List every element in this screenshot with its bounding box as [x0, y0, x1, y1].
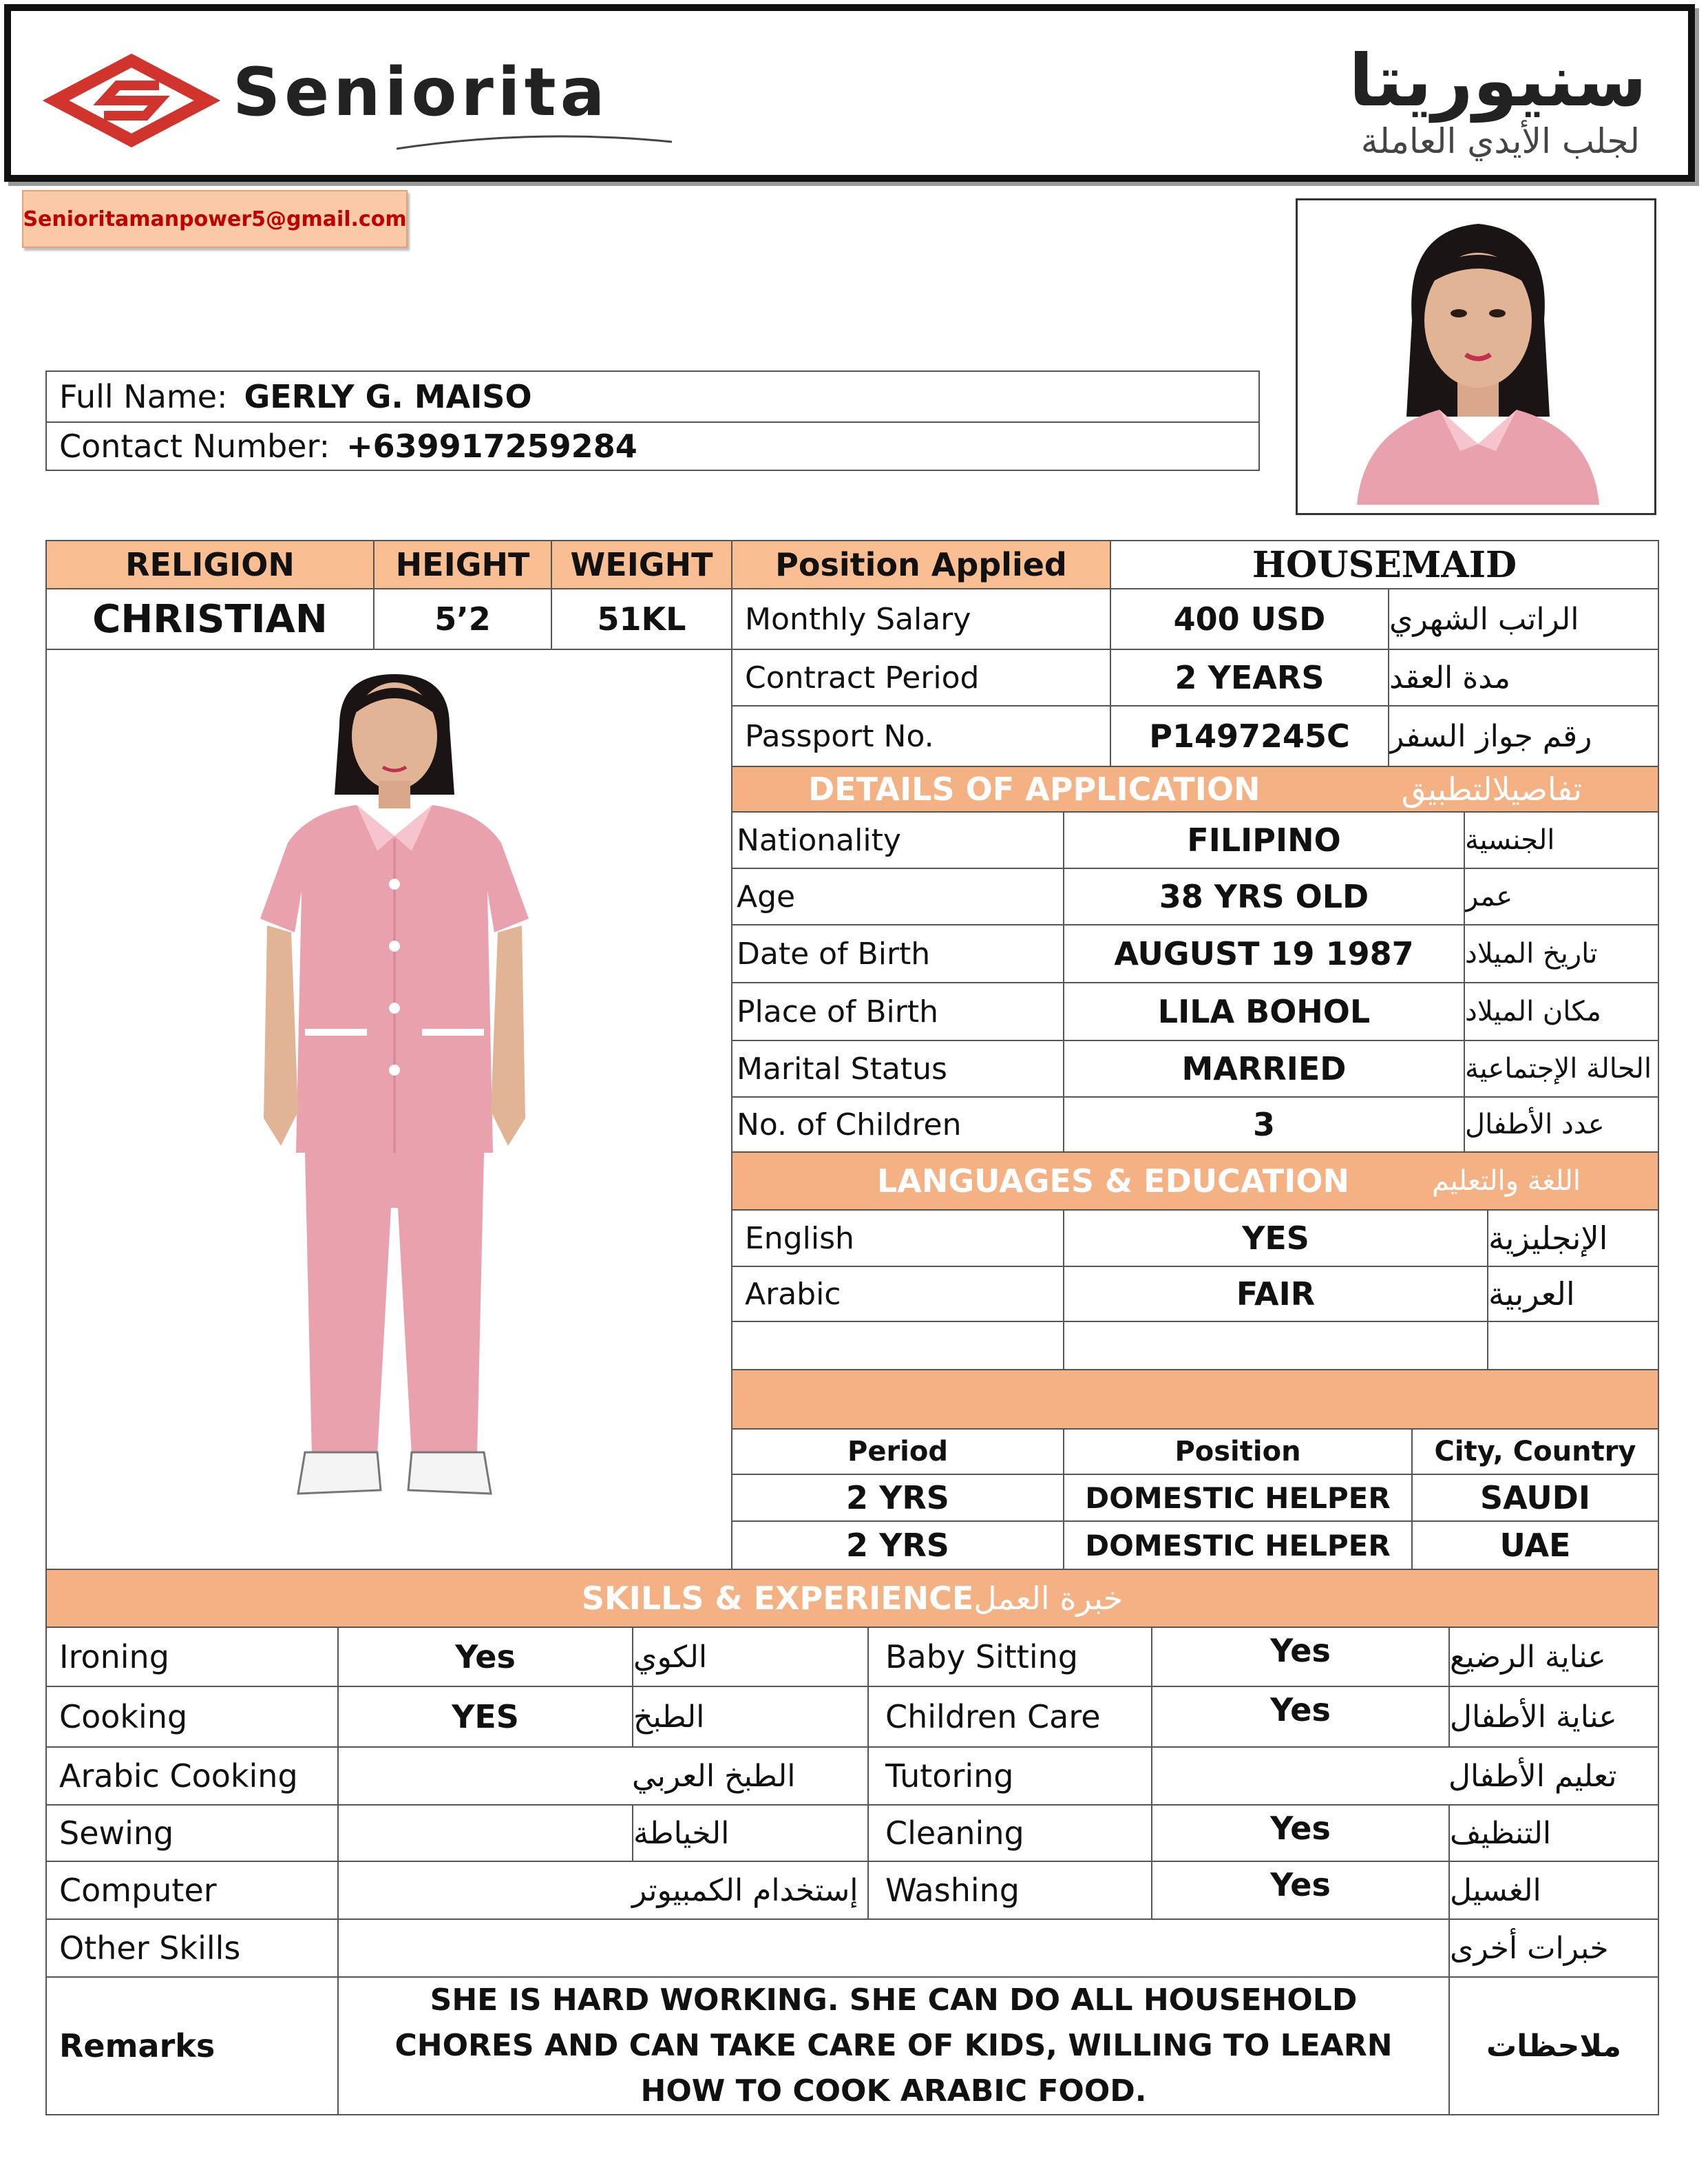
skill-value: Yes — [1151, 1861, 1450, 1920]
brand-swoosh — [397, 128, 686, 156]
skill-label-ar: عناية الأطفال — [1448, 1686, 1659, 1748]
details-section-title — [731, 766, 1659, 813]
contract-value: 400 USD — [1110, 588, 1389, 650]
other-skills-label: Other Skills — [45, 1918, 339, 1978]
skill-label: Cleaning — [867, 1804, 1152, 1862]
experience-location: SAUDI — [1411, 1474, 1659, 1522]
skill-label-ar: تعليم الأطفال — [1448, 1746, 1659, 1806]
email-tag — [22, 190, 408, 248]
detail-label-ar: الجنسية — [1464, 811, 1659, 869]
language-empty-row — [1063, 1321, 1488, 1370]
contract-label-ar: الراتب الشهري — [1388, 588, 1659, 650]
height-header: HEIGHT — [373, 540, 552, 589]
skill-value — [337, 1746, 633, 1806]
contract-value: 2 YEARS — [1110, 649, 1389, 707]
weight-header: WEIGHT — [551, 540, 732, 589]
detail-value: 38 YRS OLD — [1063, 868, 1465, 925]
skill-label: Computer — [45, 1861, 339, 1920]
detail-label: Date of Birth — [731, 924, 1064, 983]
skill-value — [337, 1804, 633, 1862]
experience-location: UAE — [1411, 1520, 1659, 1570]
contact-row — [45, 421, 1260, 471]
position-applied-header: Position Applied — [731, 540, 1111, 589]
header-banner — [4, 4, 1695, 182]
experience-section-band — [731, 1369, 1659, 1430]
contact-label: Contact Number: — [59, 428, 330, 465]
portrait-photo — [1316, 210, 1641, 505]
detail-label: Nationality — [731, 811, 1064, 869]
other-skills-label-ar: خبرات أخرى — [1448, 1918, 1659, 1978]
full-body-photo-frame — [45, 649, 732, 1570]
contract-label: Monthly Salary — [731, 588, 1111, 650]
weight-value: 51KL — [551, 588, 732, 650]
detail-label-ar: عمر — [1464, 868, 1659, 925]
skill-label-ar: الطبخ العربي — [632, 1746, 869, 1806]
experience-position: DOMESTIC HELPER — [1063, 1474, 1413, 1522]
brand-tagline-ar: لجلب الأيدي العاملة — [1360, 121, 1640, 161]
experience-header: Period — [731, 1428, 1064, 1475]
experience-header: Position — [1063, 1428, 1413, 1475]
skill-label-ar: الطبخ — [632, 1686, 869, 1748]
contract-label-ar: مدة العقد — [1388, 649, 1659, 707]
language-empty-row — [731, 1321, 1064, 1370]
languages-section-title — [731, 1151, 1659, 1211]
skill-label-ar: الغسيل — [1448, 1861, 1659, 1920]
full-name-row — [45, 370, 1260, 423]
skill-label: Washing — [867, 1861, 1152, 1920]
detail-label: Marital Status — [731, 1040, 1064, 1098]
skill-label-ar: التنظيف — [1448, 1804, 1659, 1862]
skills-title-en: SKILLS & EXPERIENCE — [581, 1580, 974, 1617]
skill-value — [1151, 1746, 1450, 1806]
details-title-ar: تفاصيلالتطبيق — [1401, 771, 1582, 808]
skill-value: Yes — [1151, 1686, 1450, 1748]
detail-value: FILIPINO — [1063, 811, 1465, 869]
skill-value — [337, 1861, 633, 1920]
language-empty-row — [1487, 1321, 1659, 1370]
portrait-frame — [1296, 198, 1656, 515]
email-text[interactable]: Senioritamanpower5@gmail.com — [23, 207, 407, 231]
language-label-ar: العربية — [1487, 1266, 1659, 1322]
position-applied-value: HOUSEMAID — [1110, 540, 1659, 589]
detail-value: 3 — [1063, 1096, 1465, 1153]
contract-label: Contract Period — [731, 649, 1111, 707]
religion-value: CHRISTIAN — [45, 588, 375, 650]
detail-value: LILA BOHOL — [1063, 982, 1465, 1041]
brand-name-ar: سنيوريتا — [1349, 39, 1647, 123]
brand-name-en: Seniorita — [233, 54, 609, 131]
experience-period: 2 YRS — [731, 1474, 1064, 1522]
skills-title-ar: خبرة العمل — [973, 1580, 1124, 1617]
experience-header: City, Country — [1411, 1428, 1659, 1475]
skill-label: Children Care — [867, 1686, 1152, 1748]
skill-value: YES — [337, 1686, 633, 1748]
other-skills-value — [337, 1918, 1450, 1978]
detail-value: AUGUST 19 1987 — [1063, 924, 1465, 983]
remarks-text: SHE IS HARD WORKING. SHE CAN DO ALL HOUSEHOLD CHORES AND CAN TAKE CARE OF KIDS, WILLING TO LEARN HOW TO COOK ARABIC FOOD. — [337, 1976, 1450, 2115]
contract-value: P1497245C — [1110, 705, 1389, 767]
brand-logo-icon — [39, 52, 224, 149]
remarks-label-ar: ملاحظات — [1448, 1976, 1659, 2115]
contract-label-ar: رقم جواز السفر — [1388, 705, 1659, 767]
skill-label: Ironing — [45, 1627, 339, 1687]
height-value: 5’2 — [373, 588, 552, 650]
experience-period: 2 YRS — [731, 1520, 1064, 1570]
full-body-photo — [171, 671, 618, 1511]
full-name-label: Full Name: — [59, 378, 228, 415]
detail-label-ar: الحالة الإجتماعية — [1464, 1040, 1659, 1098]
detail-label-ar: تاريخ الميلاد — [1464, 924, 1659, 983]
details-title-en: DETAILS OF APPLICATION — [808, 771, 1261, 808]
skill-label: Sewing — [45, 1804, 339, 1862]
skill-value: Yes — [1151, 1804, 1450, 1862]
experience-position: DOMESTIC HELPER — [1063, 1520, 1413, 1570]
skill-label-ar: عناية الرضيع — [1448, 1627, 1659, 1687]
languages-title-en: LANGUAGES & EDUCATION — [877, 1162, 1350, 1200]
skill-value: Yes — [337, 1627, 633, 1687]
skill-label: Tutoring — [867, 1746, 1152, 1806]
language-value: YES — [1063, 1209, 1488, 1267]
detail-label: No. of Children — [731, 1096, 1064, 1153]
skill-label-ar: الخياطة — [632, 1804, 869, 1862]
detail-label: Age — [731, 868, 1064, 925]
detail-value: MARRIED — [1063, 1040, 1465, 1098]
skills-section-title — [45, 1569, 1659, 1628]
detail-label: Place of Birth — [731, 982, 1064, 1041]
religion-header: RELIGION — [45, 540, 375, 589]
language-label: English — [731, 1209, 1064, 1267]
skill-label-ar: إستخدام الكمبيوتر — [632, 1861, 869, 1920]
contract-label: Passport No. — [731, 705, 1111, 767]
contact-value[interactable]: +639917259284 — [346, 428, 637, 465]
language-label-ar: الإنجليزية — [1487, 1209, 1659, 1267]
language-value: FAIR — [1063, 1266, 1488, 1322]
languages-title-ar: اللغة والتعليم — [1432, 1165, 1581, 1197]
skill-label-ar: الكوي — [632, 1627, 869, 1687]
skill-value: Yes — [1151, 1627, 1450, 1687]
skill-label: Cooking — [45, 1686, 339, 1748]
full-name-value: GERLY G. MAISO — [244, 378, 532, 415]
skill-label: Arabic Cooking — [45, 1746, 339, 1806]
remarks-label: Remarks — [45, 1976, 339, 2115]
skill-label: Baby Sitting — [867, 1627, 1152, 1687]
detail-label-ar: عدد الأطفال — [1464, 1096, 1659, 1153]
language-label: Arabic — [731, 1266, 1064, 1322]
detail-label-ar: مكان الميلاد — [1464, 982, 1659, 1041]
